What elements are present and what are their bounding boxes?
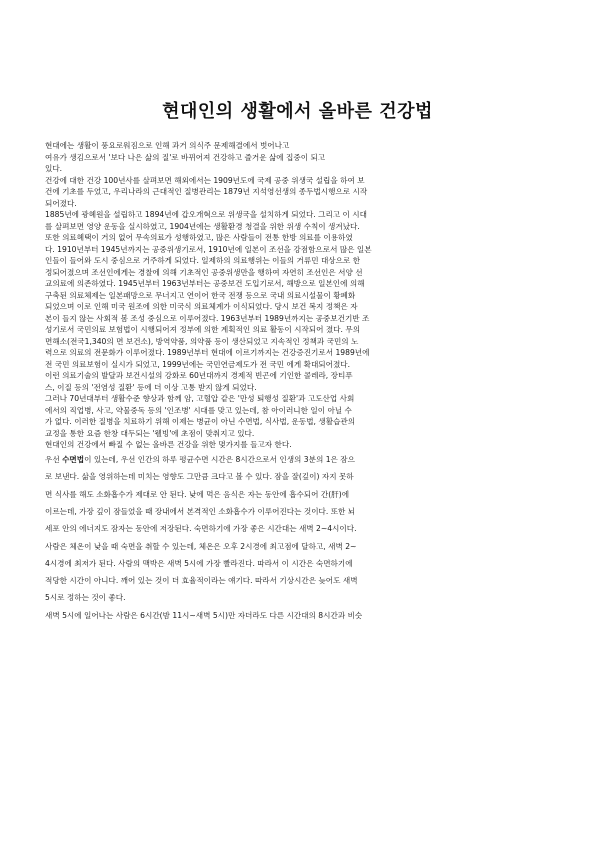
document-title: 현대인의 생활에서 올바른 건강법 [162, 101, 433, 122]
text-line: 건에 기초를 두었고, 우리나라의 근대적인 질병관리는 1879년 지석영선생의 종두법시행으로 시작 [45, 187, 368, 196]
keyword-highlight: 수면법 [62, 455, 85, 464]
text-line: 면 식사를 해도 소화흡수가 제대로 안 된다. 낮에 먹은 음식은 자는 동안에 흡수되어 간(肝)에 [45, 489, 350, 499]
text-line: 로 보낸다. 삶을 영위하는데 미치는 영향도 그만큼 크다고 볼 수 있다. 잠을 잘(깊이) 자지 못하 [45, 472, 354, 482]
text-line: 성기로서 국민의료 보험법이 시행되어져 정부에 의한 계획적인 의료 활동이 시작되어 졌다. 무의 [45, 325, 361, 334]
text-line: 건강에 대한 건강 100년사를 살펴보면 해외에서는 1909년도에 국제 공중 위생국 설립을 하여 보 [45, 175, 365, 185]
text-line: 우선 수면법이 있는데, 우선 인간의 하루 평균수면 시간은 8시간으로서 인생의 3분의 1은 잠으 [45, 455, 355, 464]
text-line: 전 국민 의료보험이 실시가 되었고, 1999년에는 국민연금제도가 전 국민 에게 확대되어졌다. [45, 359, 351, 369]
text-line: 가 없다. 이러한 질병을 치료하기 위해 이제는 병균이 아닌 수면법, 식사법, 운동법, 생활습관의 [45, 417, 356, 426]
text-line: 교정을 통한 요즘 한창 대두되는 '웰빙'에 초점이 맞춰지고 있다. [45, 428, 255, 438]
text-line: 사람은 체온이 낮을 때 숙면을 취할 수 있는데, 체온은 오후 2시경에 최고점에 달하고, 새벽 2~ [45, 541, 357, 551]
text-line: 되었으며 이로 인해 미국 원조에 의한 미국식 의료체계가 이식되었다. 당시 보건 복지 정책은 자 [45, 302, 358, 311]
text-line: 되어졌다. [45, 198, 77, 208]
text-line: 그러나 70년대부터 생활수준 향상과 함께 암, 고혈압 같은 '만성 퇴행성 질환'과 고도산업 사회 [45, 394, 355, 403]
text-line: 새벽 5시에 일어나는 사람은 6시간(밤 11시~새벽 5시)만 자더라도 다른 시간대의 8시간과 비슷 [45, 610, 363, 620]
text-line: 여유가 생김으로서 '보다 나은 삶의 질'로 바뀌어져 건강하고 즐거운 삶에 집중이 되고 [45, 152, 326, 162]
text-line: 력으로 의료의 전문화가 이루어졌다. 1989년부터 현대에 이르기까지는 건강증진기로서 1989년에 [45, 348, 370, 357]
text-line: 이런 의료기술의 발달과 보건시설의 강화로 60년대까지 경제적 빈곤에 기인한 콜레라, 장티푸 [45, 371, 353, 380]
text-line: 현대인의 건강에서 빠질 수 없는 올바른 건강을 위한 몇가지를 들고자 한다. [45, 440, 292, 449]
text-line: 세포 안의 에너지도 잠자는 동안에 저장된다. 숙면하기에 가장 좋은 시간대는 새벽 2~4시이다. [45, 524, 357, 534]
text-line: 스, 이질 등의 '전염성 질환' 등에 더 이상 고통 받지 않게 되었다. [45, 382, 257, 392]
text-line: 4시경에 최저가 된다. 사람의 맥박은 새벽 5시에 가장 빨라진다. 따라서 이 시간은 숙면하기에 [45, 558, 353, 568]
text-line: 적당한 시간이 아니다. 깨어 있는 것이 더 효율적이라는 얘기다. 따라서 기상시간은 늦어도 새벽 [45, 576, 358, 586]
text-line: 본이 들지 않는 사회적 봄 조성 중심으로 이루어졌다. 1963년부터 1989년까지는 공중보건기반 조 [45, 313, 370, 323]
text-line: 다. 1910년부터 1945년까지는 공중위생기로서, 1910년에 일본이 조선을 강점함으로서 많은 일본 [45, 244, 372, 254]
text-line: 있다. [45, 164, 63, 173]
text-line: 이르는데, 가장 깊이 잠들었을 때 장내에서 본격적인 소화흡수가 이루어진다는 것이다. 또한 뇌 [45, 506, 356, 516]
text-line: 또한 의료혜택이 거의 없어 무속의료가 성행하였고, 많은 사람들이 전통 한방 의료를 이용하였 [45, 233, 353, 242]
text-line: 인들이 들어와 도시 중심으로 거주하게 되었다. 일제하의 의료행위는 이들의 거류민 대상으로 한 [45, 256, 361, 265]
text-line: 구축된 의료체제는 일본패망으로 무너지고 연이어 한국 전쟁 등으로 국내 의료시설물이 황폐화 [45, 290, 356, 300]
text-line: 교의료에 의존하였다. 1945년부터 1963년부터는 공중보건 도입기로서, 해방으로 일본인에 의해 [45, 279, 365, 288]
text-line: 정되어졌으며 조선인에게는 경찰에 의해 기초적인 공중위생만을 행하여 자연히 조선인은 서양 선 [45, 267, 363, 277]
text-line: 1885년에 광혜원을 설립하고 1894년에 갑오개혁으로 위생국을 설치하게 되었다. 그리고 이 시대 [45, 210, 367, 219]
text-line: 를 살펴보면 영양 운동을 실시하였고, 1904년에는 생활환경 청결을 위한 위생 수칙이 생겨났다. [45, 221, 360, 231]
text-line: 에서의 직업병, 사고, 약물중독 등의 '인조병' 시대를 맞고 있는데, 참 아이러니한 일이 아닐 수 [45, 405, 352, 415]
text-line: 5시로 정하는 것이 좋다. [45, 593, 126, 603]
text-line: 현대에는 생활이 풍요로워짐으로 인해 과거 의식주 문제해결에서 벗어나고 [45, 141, 290, 150]
text-line: 면해소(전국1,340의 면 보건소), 방역약품, 의약품 등이 생산되었고 지속적인 정책과 국민의 노 [45, 336, 359, 346]
